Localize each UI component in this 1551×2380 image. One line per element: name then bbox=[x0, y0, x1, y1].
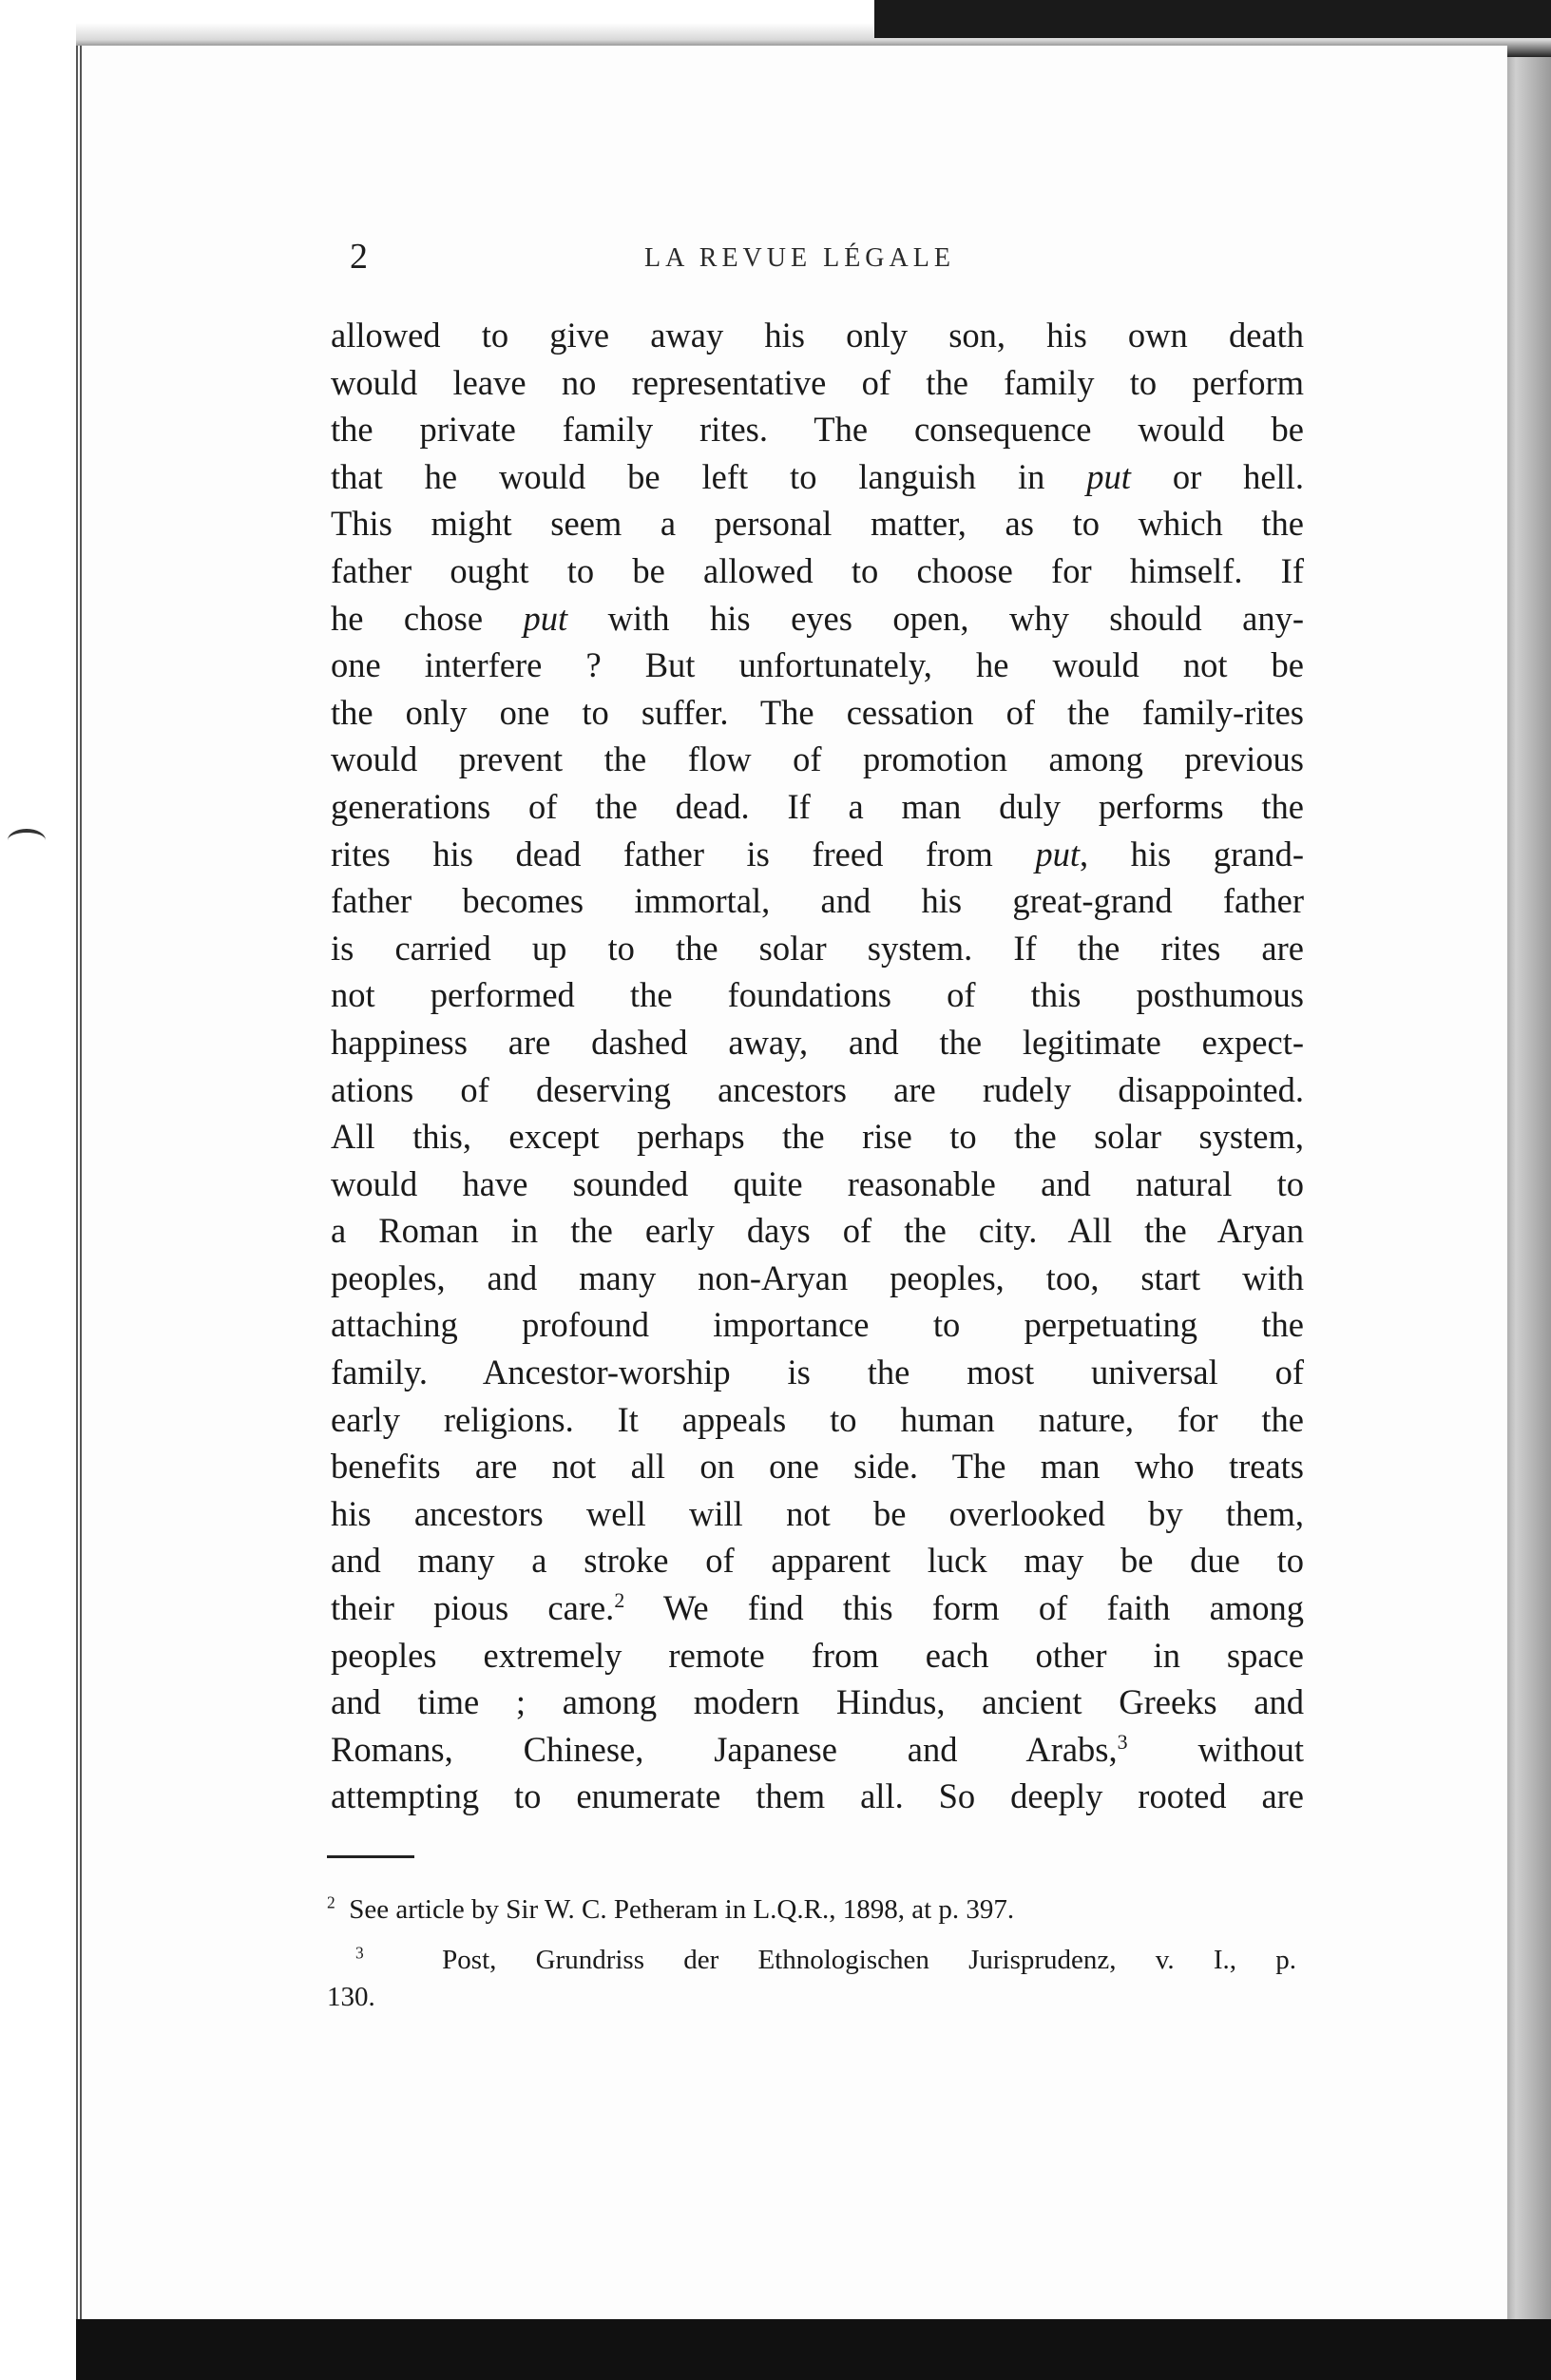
text-line: peoples, and many non-Aryan peoples, too, start with bbox=[331, 1257, 1304, 1297]
text-line: family. Ancestor-worship is the most universal of bbox=[331, 1353, 1304, 1392]
text-line: the only one to suffer. The cessation of the family-rites bbox=[331, 692, 1304, 732]
text-line: would have sounded quite reasonable and natural to bbox=[331, 1163, 1304, 1203]
footnote-text: See article by Sir W. C. Petheram in L.Q.R., 1898, at p. 397. bbox=[349, 1894, 1015, 1925]
text-line: attaching profound importance to perpetuating the bbox=[331, 1305, 1304, 1345]
text-line: allowed to give away his only son, his own death bbox=[331, 316, 1304, 355]
footnote-line bbox=[327, 1942, 1296, 1979]
text-line: one interfere ? But unfortunately, he would not be bbox=[331, 645, 1304, 685]
footnote-2 bbox=[327, 1891, 1296, 1929]
text-run: rites his dead father is freed from bbox=[331, 834, 1036, 873]
text-line: early religions. It appeals to human nature, for the bbox=[331, 1399, 1304, 1439]
italic-term: put bbox=[1086, 456, 1131, 496]
text-run: their pious care. bbox=[331, 1588, 615, 1628]
margin-mark bbox=[8, 829, 46, 852]
scan-dark-corner bbox=[874, 0, 1551, 38]
text-line: This might seem a personal matter, as to which the bbox=[331, 504, 1304, 544]
footnote-3 bbox=[327, 1942, 1296, 2016]
text-line: not performed the foundations of this posthumous bbox=[331, 975, 1304, 1015]
text-run: We find this form of faith among bbox=[624, 1588, 1304, 1628]
footnote-line: 130. bbox=[327, 1982, 375, 2012]
body-text bbox=[331, 312, 1304, 1820]
footnote-divider bbox=[327, 1855, 414, 1858]
text-line: ations of deserving ancestors are rudely disappointed. bbox=[331, 1069, 1304, 1109]
text-run: or hell. bbox=[1130, 456, 1304, 496]
footnote-text: Post, Grundriss der Ethnologischen Jurisprudenz, v. I., p. bbox=[442, 1945, 1296, 1975]
page-number: 2 bbox=[350, 237, 368, 277]
text-line bbox=[331, 1726, 1304, 1774]
text-run: , his grand- bbox=[1079, 834, 1304, 873]
footnote-mark: 3 bbox=[355, 1943, 364, 1963]
text-line: benefits are not all on one side. The man who treats bbox=[331, 1447, 1304, 1487]
text-run: that he would be left to languish in bbox=[331, 456, 1087, 496]
text-line: father ought to be allowed to choose for himself. If bbox=[331, 550, 1304, 590]
text-line bbox=[331, 453, 1304, 501]
italic-term: put bbox=[523, 598, 568, 638]
scan-bottom-edge bbox=[76, 2319, 1551, 2380]
text-line: generations of the dead. If a man duly performs the bbox=[331, 786, 1304, 826]
text-line: is carried up to the solar system. If the rites are bbox=[331, 928, 1304, 968]
text-run: without bbox=[1127, 1729, 1304, 1769]
text-line: happiness are dashed away, and the legitimate expect- bbox=[331, 1022, 1304, 1062]
footnote-ref[interactable]: 3 bbox=[1117, 1729, 1128, 1754]
running-head: LA REVUE LÉGALE bbox=[644, 243, 955, 273]
italic-term: put bbox=[1035, 834, 1080, 873]
text-line: All this, except perhaps the rise to the solar system, bbox=[331, 1117, 1304, 1157]
text-line bbox=[331, 831, 1304, 878]
text-line: a Roman in the early days of the city. All the Aryan bbox=[331, 1211, 1304, 1251]
text-line: father becomes immortal, and his great-grand father bbox=[331, 881, 1304, 921]
text-line: and time ; among modern Hindus, ancient Greeks and bbox=[331, 1682, 1304, 1722]
footnote-mark: 2 bbox=[327, 1892, 335, 1912]
text-run: Romans, Chinese, Japanese and Arabs, bbox=[331, 1729, 1118, 1769]
text-line: peoples extremely remote from each other in space bbox=[331, 1635, 1304, 1675]
footnotes bbox=[327, 1891, 1296, 2029]
text-run: with his eyes open, why should any- bbox=[567, 598, 1304, 638]
footnote-ref[interactable]: 2 bbox=[614, 1587, 625, 1612]
scan-left-margin bbox=[0, 0, 76, 2380]
text-line: his ancestors well will not be overlooked by them, bbox=[331, 1493, 1304, 1533]
text-line: would leave no representative of the family to perform bbox=[331, 362, 1304, 402]
text-line bbox=[331, 1584, 1304, 1632]
text-line: the private family rites. The consequence would be bbox=[331, 410, 1304, 450]
text-run: he chose bbox=[331, 598, 524, 638]
text-line: would prevent the flow of promotion among previous bbox=[331, 739, 1304, 779]
page-header bbox=[350, 236, 1300, 283]
text-line: and many a stroke of apparent luck may be due to bbox=[331, 1541, 1304, 1581]
footnote-line bbox=[327, 1891, 1296, 1929]
text-line bbox=[331, 595, 1304, 643]
text-line: attempting to enumerate them all. So deeply rooted are bbox=[331, 1776, 1304, 1816]
